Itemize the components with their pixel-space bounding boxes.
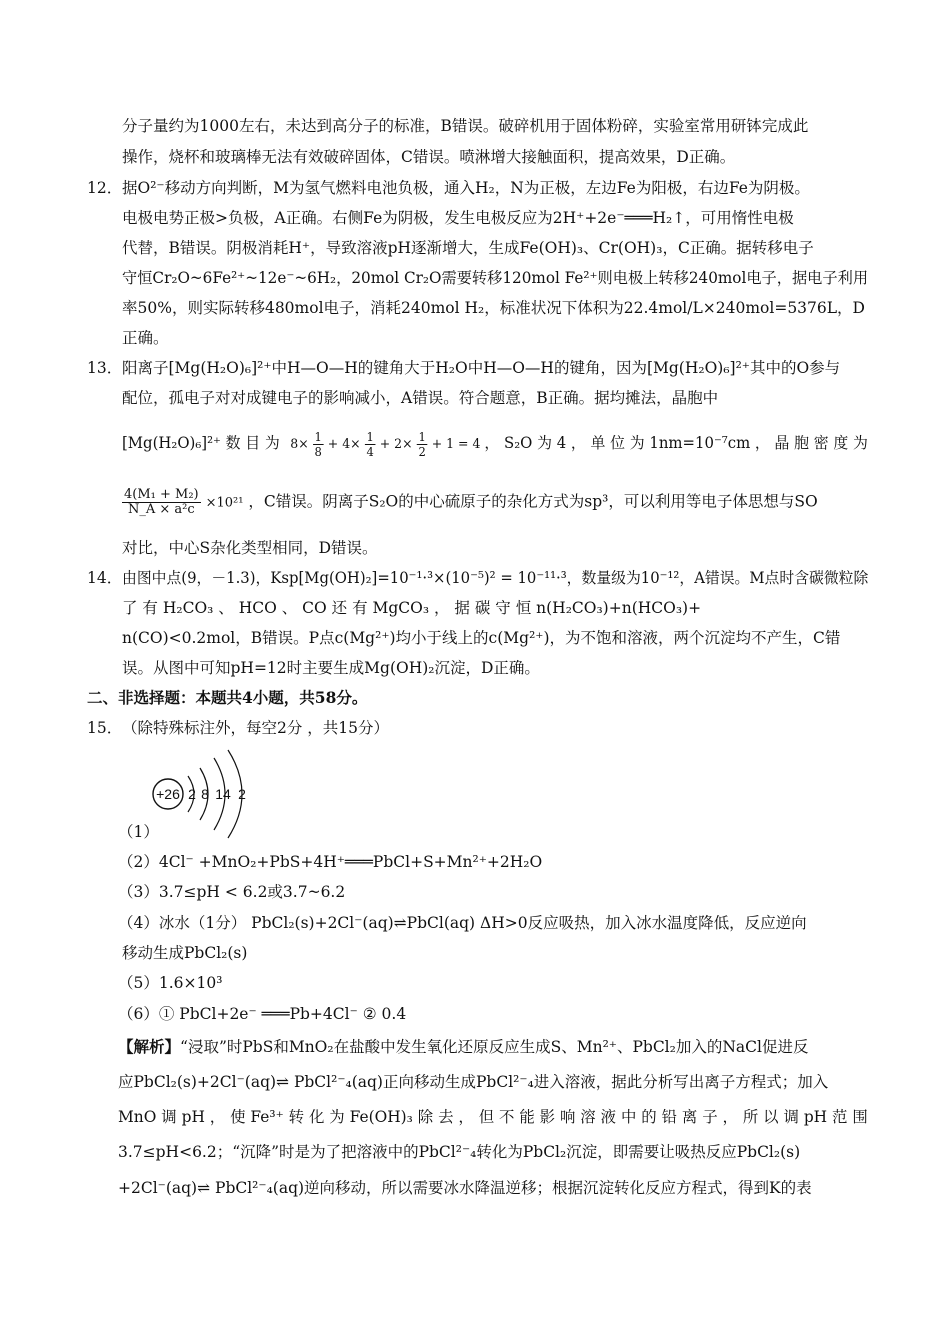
q13-line-2: 配位，孤电子对对成键电子的影响减小，A错误。符合题意，B正确。据均摊法，晶胞中 — [122, 389, 719, 407]
q13-line-1: 阳离子[Mg(H₂O)₆]²⁺中H—O—H的键角大于H₂O中H—O—H的键角，因为[Mg(H₂O)₆]²⁺其中的O参与 — [122, 359, 841, 377]
shell-2-count: 8 — [201, 786, 209, 802]
q13-line-3-pre: [Mg(H₂O)₆]²⁺ 数 目 为 — [122, 434, 280, 452]
q13-line-3-post: ， S₂O 为 4 ， 单 位 为 1nm=10⁻⁷cm ， 晶 胞 密 度 为 — [484, 434, 868, 452]
shell-4-count: 2 — [238, 786, 246, 802]
analysis-line-1 — [118, 1037, 808, 1057]
density-fraction — [122, 488, 201, 517]
fraction-3 — [417, 430, 428, 459]
analysis-line-5: +2Cl⁻(aq)⇌ PbCl²⁻₄(aq)逆向移动，所以需要冰水降温逆移；根据沉淀转化反应方程式，得到K的表 — [118, 1179, 812, 1197]
q14-line-2: 了 有 H₂CO₃ 、 HCO 、 CO 还 有 MgCO₃ ， 据 碳 守 恒 n(H₂CO₃)+n(HCO₃)+ — [122, 599, 702, 617]
analysis-text-1: “浸取”时PbS和MnO₂在盐酸中发生氧化还原反应生成S、Mn²⁺、PbCl₂加入的NaCl促进反 — [180, 1038, 809, 1056]
q14-line-1: 由图中点(9，－1.3)，Ksp[Mg(OH)₂]=10⁻¹·³×(10⁻⁵)² = 10⁻¹¹·³，数量级为10⁻¹²，A错误。M点时含碳微粒除 — [122, 569, 869, 587]
atom-structure-diagram — [148, 746, 258, 842]
q11-line-1: 分子量约为1000左右，未达到高分子的标准，B错误。破碎机用于固体粉碎，实验室常用研钵完成此 — [122, 117, 809, 135]
shell-1-count: 2 — [188, 786, 196, 802]
analysis-label: 【解析】 — [118, 1037, 181, 1056]
q12-line-4: 守恒Cr₂O~6Fe²⁺~12e⁻~6H₂，20mol Cr₂O需要转移120mol Fe²⁺则电极上转移240mol电子，据电子利用 — [122, 269, 869, 287]
fraction-2 — [365, 430, 376, 459]
q13-line-3 — [122, 430, 868, 459]
q12-line-1: 据O²⁻移动方向判断，M为氢气燃料电池负极，通入H₂，N为正极，左边Fe为阳极，右边Fe为阴极。 — [122, 179, 810, 197]
fraction-1-den: 8 — [314, 445, 322, 459]
count-term-1: 8× — [290, 437, 309, 452]
shell-3-count: 14 — [215, 786, 231, 802]
fraction-2-den: 4 — [366, 445, 374, 459]
count-term-2: + 4× — [327, 437, 361, 452]
q12-line-6: 正确。 — [122, 329, 169, 347]
q11-line-2: 操作，烧杯和玻璃棒无法有效破碎固体，C错误。喷淋增大接触面积，提高效果，D正确。 — [122, 148, 736, 166]
q12-line-5: 率50%，则实际转移480mol电子，消耗240mol H₂，标准状况下体积为22.4mol/L×240mol=5376L，D — [122, 299, 865, 317]
q12-line-2: 电极电势正极>负极，A正确。右侧Fe为阴极，发生电极反应为2H⁺+2e⁻═══H₂↑，可用惰性电极 — [122, 209, 794, 227]
q15-note: （除特殊标注外，每空2分 ，共15分） — [122, 719, 390, 737]
q12-number: 12． — [87, 179, 123, 197]
answer-2: （2）4Cl⁻ +MnO₂+PbS+4H⁺═══PbCl+S+Mn²⁺+2H₂O — [118, 853, 543, 871]
answer-6: （6）① PbCl+2e⁻ ═══Pb+4Cl⁻ ② 0.4 — [118, 1005, 407, 1023]
fraction-1 — [313, 430, 324, 459]
q14-line-3: n(CO)<0.2mol，B错误。P点c(Mg²⁺)均小于线上的c(Mg²⁺)，为不饱和溶液，两个沉淀均不产生，C错 — [122, 629, 841, 647]
q12-line-3: 代替，B错误。阴极消耗H⁺，导致溶液pH逐渐增大，生成Fe(OH)₃、Cr(OH)₃，C正确。据转移电子 — [122, 239, 814, 257]
answer-3: （3）3.7≤pH < 6.2或3.7~6.2 — [118, 883, 346, 901]
density-numerator: 4(M₁ + M₂) — [124, 487, 199, 502]
count-term-4: + 1 = 4 — [431, 437, 481, 452]
answer-4-line-2: 移动生成PbCl₂(s) — [122, 944, 248, 962]
q14-number: 14． — [87, 569, 123, 587]
q14-line-4: 误。从图中可知pH=12时主要生成Mg(OH)₂沉淀，D正确。 — [122, 659, 540, 677]
answer-5: （5）1.6×10³ — [118, 974, 223, 992]
fraction-2-num: 1 — [366, 430, 374, 444]
nucleus-label: +26 — [156, 786, 180, 802]
q13-line-4-post: ，C错误。阴离子S₂O的中心硫原子的杂化方式为sp³，可以利用等电子体思想与SO — [248, 492, 818, 511]
answer-4-line-1: （4）冰水（1分） PbCl₂(s)+2Cl⁻(aq)⇌PbCl(aq) ΔH>0反应吸热，加入冰水温度降低，反应逆向 — [118, 914, 807, 932]
analysis-line-2: 应PbCl₂(s)+2Cl⁻(aq)⇌ PbCl²⁻₄(aq)正向移动生成PbCl²⁻₄进入溶液，据此分析写出离子方程式；加入 — [118, 1073, 829, 1091]
analysis-line-4: 3.7≤pH<6.2；“沉降”时是为了把溶液中的PbCl²⁻₄转化为PbCl₂沉淀，即需要让吸热反应PbCl₂(s) — [118, 1143, 801, 1161]
q13-number: 13． — [87, 359, 123, 377]
q13-line-4 — [122, 488, 818, 517]
q15-number: 15． — [87, 719, 123, 737]
density-denominator: N_A × a²c — [127, 502, 195, 517]
fraction-3-num: 1 — [418, 430, 426, 444]
count-term-3: + 2× — [379, 437, 413, 452]
analysis-line-3: MnO 调 pH ， 使 Fe³⁺ 转 化 为 Fe(OH)₃ 除 去 ， 但 不 能 影 响 溶 液 中 的 铅 离 子 ， 所 以 调 pH 范 围 — [118, 1108, 868, 1126]
answer-1: （1） — [118, 823, 159, 841]
fraction-1-num: 1 — [314, 430, 322, 444]
section-heading: 二、非选择题：本题共4小题，共58分。 — [87, 688, 368, 707]
fraction-3-den: 2 — [418, 445, 426, 459]
q13-line-5: 对比，中心S杂化类型相同，D错误。 — [122, 539, 378, 557]
density-multiplier: ×10²¹ — [205, 495, 244, 511]
count-formula — [290, 430, 484, 459]
